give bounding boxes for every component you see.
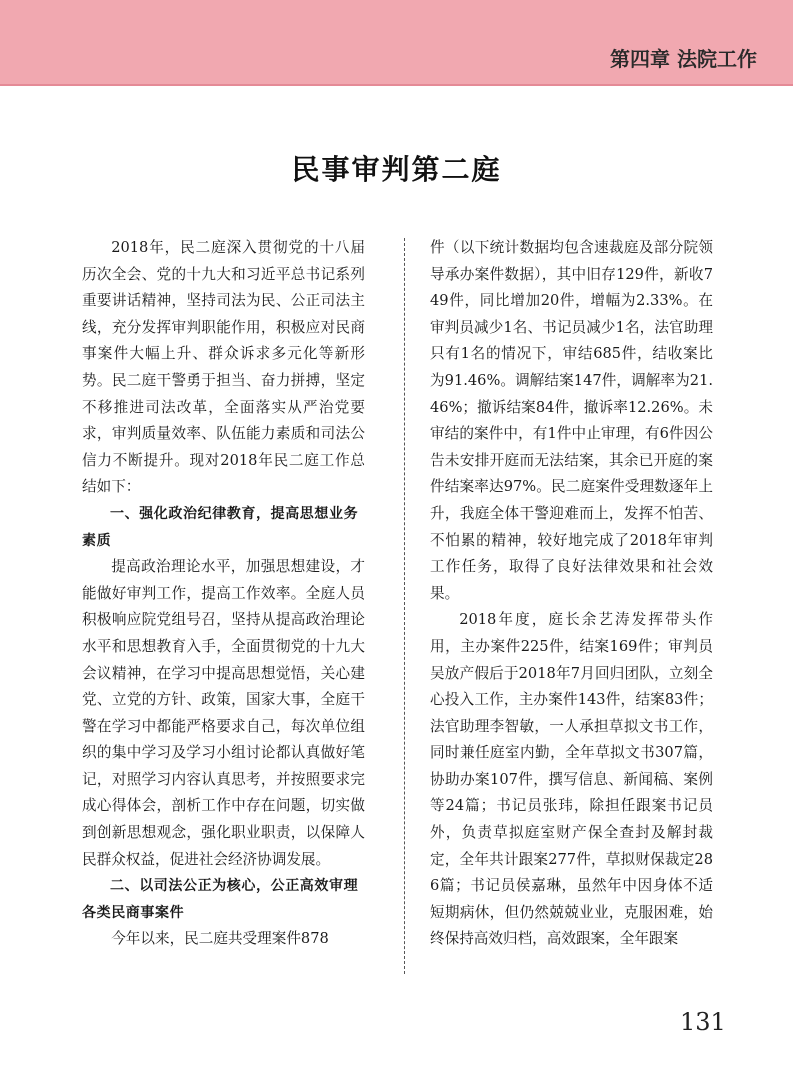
right-column bbox=[430, 235, 713, 953]
chapter-title: 第四章 法院工作 bbox=[610, 47, 757, 71]
page-number: 131 bbox=[680, 1008, 726, 1036]
header-rule bbox=[0, 84, 793, 86]
left-column bbox=[82, 235, 365, 953]
section-heading-2: 二、以司法公正为核心，公正高效审理各类民商事案件 bbox=[82, 878, 359, 921]
body-paragraph: 今年以来，民二庭共受理案件878 bbox=[111, 930, 329, 948]
section-title: 民事审判第二庭 bbox=[291, 153, 502, 186]
section-heading-1: 一、强化政治纪律教育，提高思想业务素质 bbox=[82, 505, 359, 549]
intro-paragraph: 2018年，民二庭深入贯彻党的十八届历次全会、党的十九大和习近平总书记系列重要讲话精神，坚持司法为民、公正司法主线，充分发挥审判职能作用，积极应对民商事案件大幅上升、群众诉求多元化等新形势。民二庭干警勇于担当、奋力拼搏，坚定不移推进司法改革，全面落实从严治党要求，审判质量效率、队伍能力素质和司法公信力不断提升。现对2018年民二庭工作总结如下： bbox=[82, 239, 365, 496]
body-paragraph-continued: 件（以下统计数据均包含速裁庭及部分院领导承办案件数据），其中旧存129件，新收749件，同比增加20件，增幅为2.33%。在审判员减少1名、书记员减少1名，法官助理只有1名的情况下，审结685件，结收案比为91.46%。调解结案147件，调解率为21.46%；撤诉结案84件，撤诉率12.26%。未审结的案件中，有1件中止审理，有6件因公告未安排开庭而无法结案，其余已开庭的案件结案率达97%。民二庭案件受理数逐年上升，我庭全体干警迎难而上，发挥不怕苦、不怕累的精神，较好地完成了2018年审判工作任务，取得了良好法律效果和社会效果。 bbox=[430, 239, 713, 602]
body-paragraph: 提高政治理论水平，加强思想建设，才能做好审判工作，提高工作效率。全庭人员积极响应院党组号召，坚持从提高政治理论水平和思想教育入手，全面贯彻党的十九大会议精神，在学习中提高思想觉悟，关心建党、立党的方针、政策，国家大事，全庭干警在学习中都能严格要求自己，每次单位组织的集中学习及学习小组讨论都认真做好笔记，对照学习内容认真思考，并按照要求完成心得体会，剖析工作中存在问题，切实做到创新思想观念，强化职业职责，以保障人民群众权益，促进社会经济协调发展。 bbox=[82, 558, 365, 868]
body-paragraph: 2018年度，庭长余艺涛发挥带头作用，主办案件225件，结案169件；审判员吴放产假后于2018年7月回归团队，立刻全心投入工作，主办案件143件，结案83件；法官助理李智敏，一人承担草拟文书工作，同时兼任庭室内勤，全年草拟文书307篇，协助办案107件，撰写信息、新闻稿、案例等24篇；书记员张玮，除担任跟案书记员外，负责草拟庭室财产保全查封及解封裁定，全年共计跟案277件，草拟财保裁定286篇；书记员侯嘉琳，虽然年中因身体不适短期病休，但仍然兢兢业业，克服困难，始终保持高效归档，高效跟案，全年跟案 bbox=[430, 611, 713, 948]
column-divider bbox=[404, 238, 405, 974]
